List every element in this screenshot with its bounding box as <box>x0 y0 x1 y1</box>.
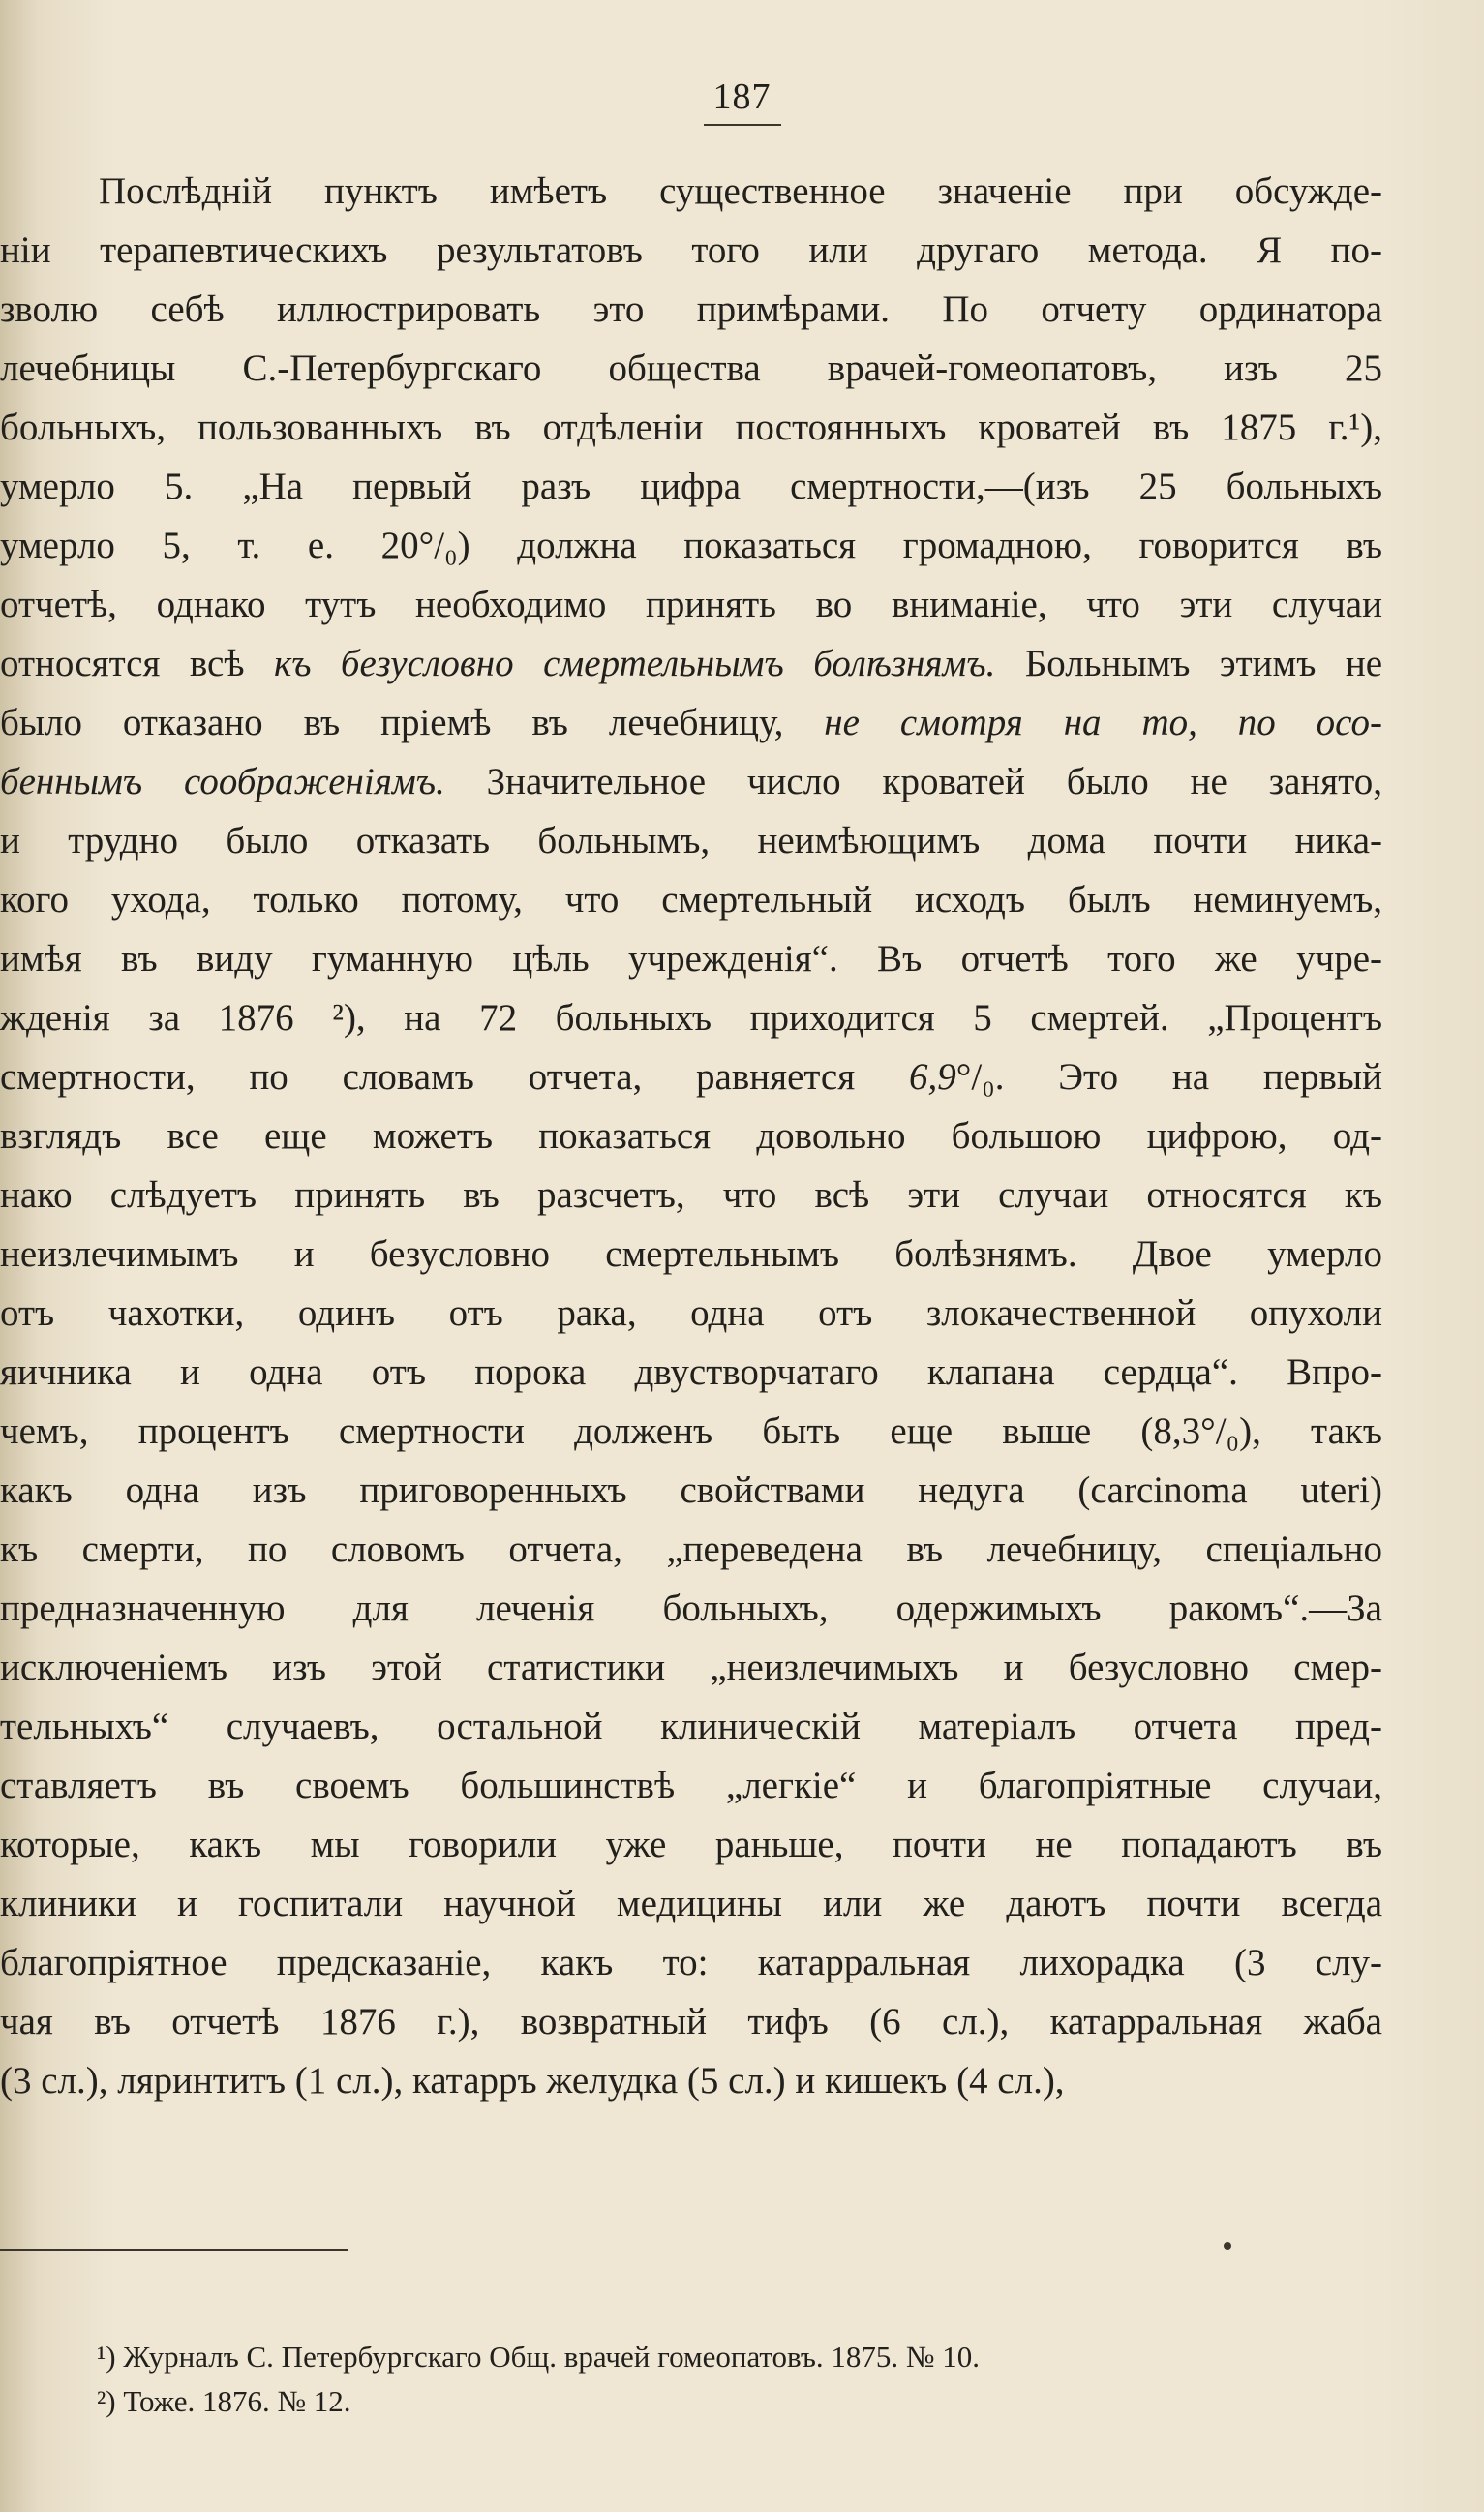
text-line: которые, какъ мы говорили уже раньше, почти не попадаютъ въ <box>0 1824 1382 1865</box>
text-line-with-italic: смертности, по словамъ отчета, равняется 6,9°/₀. Это на первый <box>0 1056 1382 1098</box>
text-line: ставляетъ въ своемъ большинствѣ „легкіе“ и благопріятные случаи, <box>0 1765 1382 1806</box>
footnote-text: Тоже. 1876. № 12. <box>123 2384 351 2418</box>
text-line: умерло 5, т. е. 20°/₀) должна показаться громадною, говорится въ <box>0 525 1382 566</box>
text-line: кого ухода, только потому, что смертельный исходъ былъ неминуемъ, <box>0 879 1382 921</box>
text-line: тельныхъ“ случаевъ, остальной клиническій матеріалъ отчета пред- <box>0 1706 1382 1747</box>
text-line: умерло 5. „На первый разъ цифра смертности,—(изъ 25 больныхъ <box>0 466 1382 507</box>
footnote-1 <box>97 2335 1355 2379</box>
text-line: благопріятное предсказаніе, какъ то: катарральная лихорадка (3 слу- <box>0 1942 1382 1983</box>
text-line: лечебницы С.-Петербургскаго общества врачей-гомеопатовъ, изъ 25 <box>0 348 1382 389</box>
footnote-2 <box>97 2379 1355 2424</box>
text-line: къ смерти, по словомъ отчета, „переведена въ лечебницу, спеціально <box>0 1528 1382 1570</box>
text-line: (3 сл.), ляринтитъ (1 сл.), катарръ желудка (5 сл.) и кишекъ (4 сл.), <box>0 2060 1065 2102</box>
text-line: жденія за 1876 ²), на 72 больныхъ приходится 5 смертей. „Процентъ <box>0 997 1382 1039</box>
text-line: зволю себѣ иллюстрировать это примѣрами. По отчету ординатора <box>0 288 1382 330</box>
text-line: предназначенную для леченія больныхъ, одержимыхъ ракомъ“.—За <box>0 1588 1382 1629</box>
page-number-text: 187 <box>704 76 781 126</box>
footnote-separator <box>0 2249 348 2251</box>
text-line: неизлечимымъ и безусловно смертельнымъ болѣзнямъ. Двое умерло <box>0 1233 1382 1275</box>
text-line: отъ чахотки, одинъ отъ рака, одна отъ злокачественной опухоли <box>0 1292 1382 1334</box>
text-line: чемъ, процентъ смертности долженъ быть еще выше (8,3°/₀), такъ <box>0 1410 1382 1452</box>
text-line: нако слѣдуетъ принять въ разсчетъ, что всѣ эти случаи относятся къ <box>0 1174 1382 1216</box>
text-line-with-italic: было отказано въ пріемѣ въ лечебницу, не смотря на то, по осо- <box>0 702 1382 743</box>
text-line: Послѣдній пунктъ имѣетъ существенное значеніе при обсужде- <box>99 170 1382 212</box>
text-line: ніи терапевтическихъ результатовъ того или другаго метода. Я по- <box>0 229 1382 271</box>
text-line: отчетѣ, однако тутъ необходимо принять во вниманіе, что эти случаи <box>0 584 1382 625</box>
text-line: чая въ отчетѣ 1876 г.), возвратный тифъ (6 сл.), катарральная жаба <box>0 2001 1382 2043</box>
footnote-text: Журналъ С. Петербургскаго Общ. врачей гомеопатовъ. 1875. № 10. <box>123 2340 981 2374</box>
italic-phrase: беннымъ соображеніямъ. <box>0 761 445 802</box>
text-line: клиники и госпитали научной медицины или же даютъ почти всегда <box>0 1883 1382 1924</box>
text-line: и трудно было отказать больнымъ, неимѣющимъ дома почти ника- <box>0 820 1382 862</box>
footnotes <box>97 2335 1355 2424</box>
italic-number: 6,9 <box>908 1056 956 1098</box>
text-line: яичника и одна отъ порока двустворчатаго клапана сердца“. Впро- <box>0 1351 1382 1393</box>
italic-phrase: къ безусловно смертельнымъ болѣзнямъ. <box>273 643 996 684</box>
footnote-mark: ²) <box>97 2384 116 2418</box>
footnote-mark: ¹) <box>97 2340 116 2374</box>
text-line: какъ одна изъ приговоренныхъ свойствами недуга (carcinoma uteri) <box>0 1469 1382 1511</box>
text-line-with-italic: беннымъ соображеніямъ. Значительное число кроватей было не занято, <box>0 761 1382 802</box>
ink-dot <box>1224 2242 1231 2250</box>
page-number <box>0 76 1484 126</box>
text-line-with-italic: относятся всѣ къ безусловно смертельнымъ болѣзнямъ. Больнымъ этимъ не <box>0 643 1382 684</box>
text-line: больныхъ, пользованныхъ въ отдѣленіи постоянныхъ кроватей въ 1875 г.¹), <box>0 407 1382 448</box>
text-line: имѣя въ виду гуманную цѣль учрежденія“. Въ отчетѣ того же учре- <box>0 938 1382 980</box>
text-line: взглядъ все еще можетъ показаться довольно большою цифрою, од- <box>0 1115 1382 1157</box>
italic-phrase: не смотря на то, по осо- <box>824 702 1382 743</box>
text-line: исключеніемъ изъ этой статистики „неизлечимыхъ и безусловно смер- <box>0 1647 1382 1688</box>
